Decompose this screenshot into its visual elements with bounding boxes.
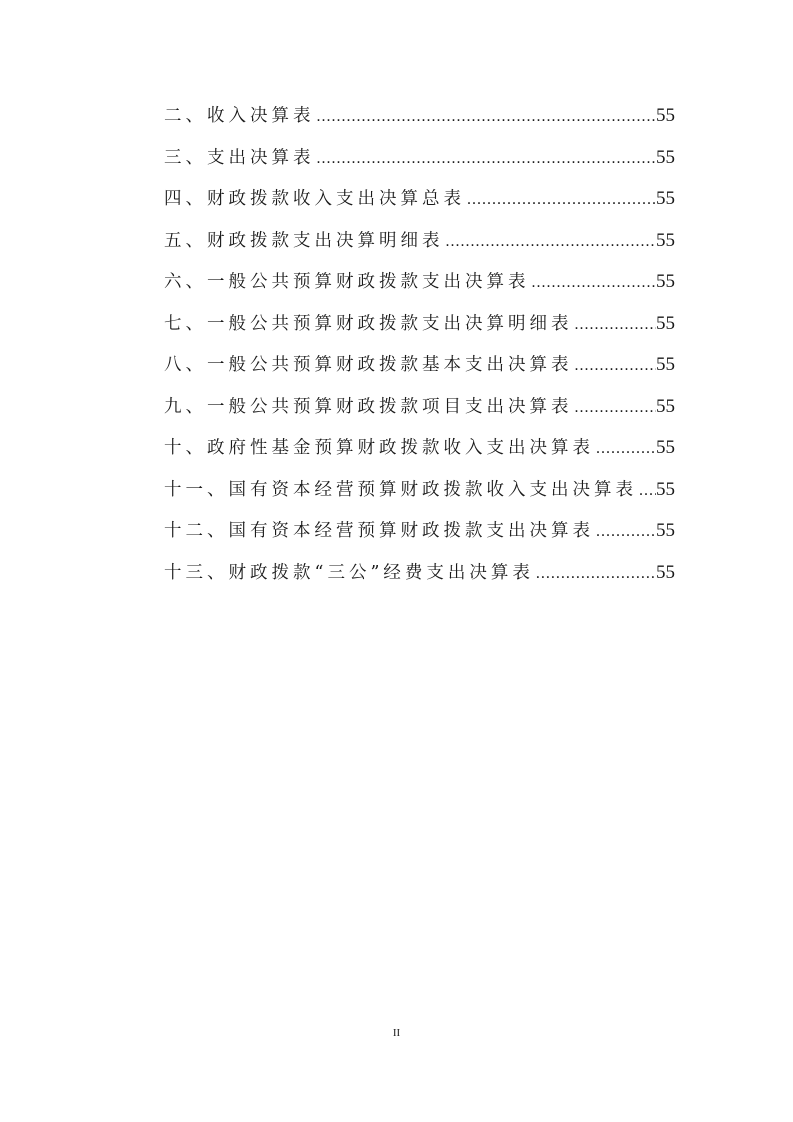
- toc-dot-leader: [637, 475, 656, 507]
- toc-entry-page: 55: [656, 561, 675, 583]
- toc-entry-page: 55: [656, 395, 675, 417]
- page-number: II: [392, 1027, 401, 1039]
- toc-entry-title: 五、财政拨款支出决算明细表: [164, 230, 444, 251]
- toc-entry-title: 二、收入决算表: [164, 106, 315, 126]
- toc-entry-title: 三、支出决算表: [164, 147, 315, 168]
- toc-entry-page: 55: [656, 188, 675, 209]
- toc-entry-page: 55: [656, 437, 675, 458]
- toc-dot-leader: [534, 558, 656, 590]
- toc-entry-title: 十一、国有资本经营预算财政拨款收入支出决算表: [164, 479, 637, 500]
- toc-entry[interactable]: [164, 183, 675, 225]
- toc-dot-leader: [465, 184, 656, 216]
- toc-entry-page: 55: [656, 354, 675, 375]
- toc-entry-title: 八、一般公共预算财政拨款基本支出决算表: [164, 355, 573, 375]
- toc-entry-title: 四、财政拨款收入支出决算总表: [164, 189, 465, 209]
- toc-entry[interactable]: [164, 391, 675, 433]
- toc-dot-leader: [594, 516, 656, 548]
- toc-entry-page: 55: [656, 271, 675, 292]
- toc-entry-title: 七、一般公共预算财政拨款支出决算明细表: [164, 313, 573, 334]
- toc-dot-leader: [444, 226, 657, 258]
- toc-entry[interactable]: [164, 515, 675, 557]
- toc-entry-page: 55: [656, 478, 675, 500]
- toc-entry[interactable]: [164, 225, 675, 267]
- toc-entry-page: 55: [656, 312, 675, 334]
- toc-dot-leader: [530, 267, 657, 299]
- toc-dot-leader: [573, 309, 657, 341]
- toc-dot-leader: [594, 433, 656, 465]
- toc-entry-title: 十三、财政拨款“三公”经费支出决算表: [164, 562, 534, 583]
- toc-entry-page: 55: [656, 229, 675, 251]
- toc-entry[interactable]: [164, 100, 675, 142]
- toc-entry[interactable]: [164, 474, 675, 516]
- toc-entry-page: 55: [656, 105, 675, 126]
- toc-dot-leader: [573, 350, 657, 382]
- toc-entry[interactable]: [164, 349, 675, 391]
- toc-entry[interactable]: [164, 266, 675, 308]
- toc-entry-title: 六、一般公共预算财政拨款支出决算表: [164, 272, 530, 292]
- toc-entry-page: 55: [656, 520, 675, 541]
- toc-entry-title: 十、政府性基金预算财政拨款收入支出决算表: [164, 438, 594, 458]
- toc-entry-title: 九、一般公共预算财政拨款项目支出决算表: [164, 396, 573, 417]
- table-of-contents: [164, 100, 675, 598]
- toc-entry-page: 55: [656, 146, 675, 168]
- toc-entry[interactable]: [164, 142, 675, 184]
- toc-entry-title: 十二、国有资本经营预算财政拨款支出决算表: [164, 521, 594, 541]
- toc-dot-leader: [315, 143, 657, 175]
- toc-entry[interactable]: [164, 308, 675, 350]
- toc-dot-leader: [315, 101, 657, 133]
- toc-dot-leader: [573, 392, 657, 424]
- toc-entry[interactable]: [164, 557, 675, 599]
- toc-entry[interactable]: [164, 432, 675, 474]
